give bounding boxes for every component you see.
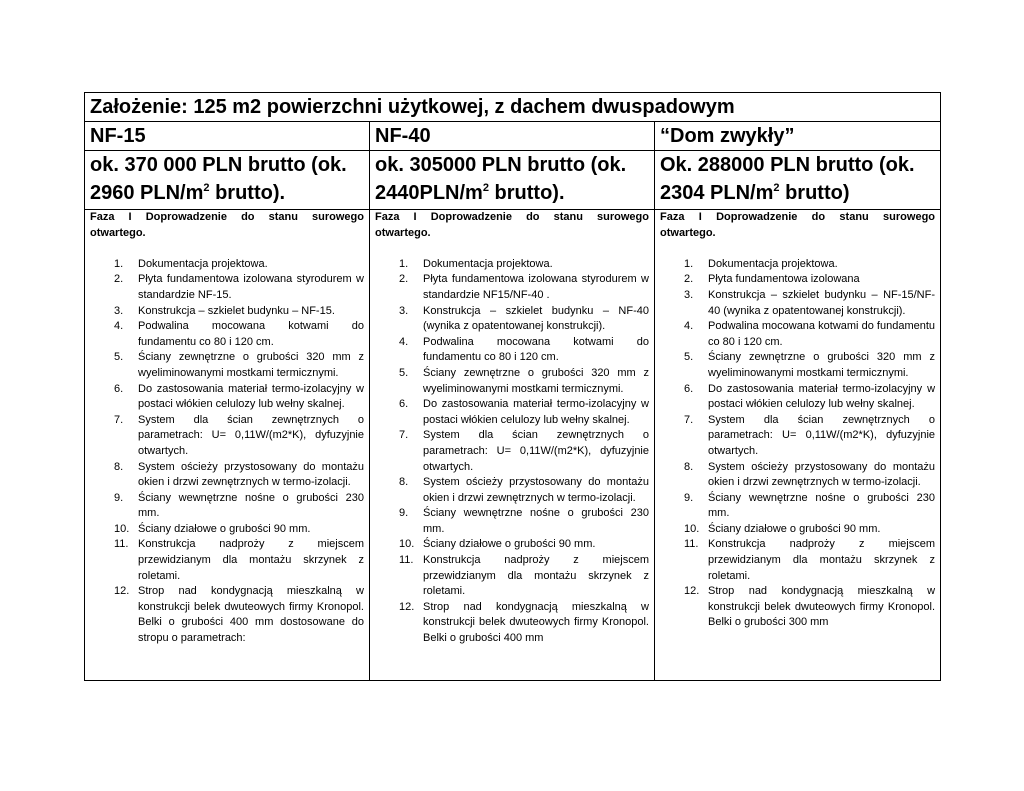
table-title: Założenie: 125 m2 powierzchni użytkowej, z dachem dwuspadowym — [85, 93, 941, 122]
list-item — [90, 584, 364, 646]
list-item-number: 1. — [114, 257, 124, 270]
list-item-text: System ościeży przystosowany do montażu okien i drzwi zewnętrznych w termo-izolacji. — [708, 460, 936, 489]
list-item — [90, 257, 364, 273]
price-row — [85, 151, 941, 210]
items-list — [90, 257, 364, 647]
list-item-number: 2. — [399, 273, 409, 286]
price-nf40 — [370, 151, 655, 210]
list-item — [660, 522, 935, 538]
list-item — [660, 413, 935, 460]
header-row — [85, 122, 941, 151]
list-item — [660, 460, 935, 491]
list-item-text: Podwalina mocowana kotwami do fundamentu co 80 i 120 cm. — [138, 320, 364, 348]
list-item-text: System dla ścian zewnętrznych o parametrach: U= 0,11W/(m2*K), dyfuzyjnie otwartych. — [138, 413, 364, 457]
list-item-text: Płyta fundamentowa izolowana styrodurem w standardzie NF15/NF-40 . — [423, 273, 649, 301]
list-item-text: Dokumentacja projektowa. — [138, 257, 268, 270]
list-item — [90, 522, 364, 538]
list-item-text: Płyta fundamentowa izolowana — [708, 273, 860, 286]
list-item-number: 7. — [114, 413, 124, 426]
price-nf15 — [85, 151, 370, 210]
list-item-text: Ściany wewnętrzne nośne o grubości 230 mm. — [138, 491, 364, 520]
square-superscript: 2 — [773, 182, 780, 194]
list-item-number: 7. — [399, 429, 409, 442]
list-item-text: System dla ścian zewnętrznych o parametrach: U= 0,11W/(m2*K), dyfuzyjnie otwartych. — [708, 413, 936, 457]
list-item-number: 11. — [399, 554, 414, 567]
list-item-text: Ściany zewnętrzne o grubości 320 mm z wyeliminowanymi mostkami termicznymi. — [708, 351, 936, 379]
list-item — [90, 319, 364, 350]
list-item-number: 3. — [399, 304, 409, 317]
price-per-m2: 2440PLN/m — [375, 182, 483, 204]
list-item — [375, 600, 649, 647]
list-item — [660, 537, 935, 584]
list-item-number: 12. — [684, 585, 700, 598]
list-item-number: 3. — [684, 288, 694, 301]
price-dom-zwykly — [655, 151, 941, 210]
list-item-text: Ściany działowe o grubości 90 mm. — [423, 538, 596, 551]
list-item-number: 8. — [114, 460, 124, 473]
list-item-text: Konstrukcja nadproży z miejscem przewidzianym dla montażu skrzynek z roletami. — [138, 538, 364, 582]
list-item-text: System ościeży przystosowany do montażu okien i drzwi zewnętrznych w termo-izolacji. — [138, 460, 364, 489]
list-item-text: Konstrukcja – szkielet budynku – NF-15. — [138, 304, 335, 317]
price-line-1: ok. 370 000 PLN brutto (ok. — [90, 154, 347, 176]
phase-heading: Faza I Doprowadzenie do stanu surowego otwartego. — [660, 211, 936, 239]
items-list — [375, 257, 649, 647]
title-row — [85, 93, 941, 122]
list-item-number: 3. — [114, 304, 124, 317]
list-item-number: 9. — [684, 491, 694, 504]
list-item — [375, 506, 649, 537]
list-item — [660, 319, 935, 350]
price-line-2 — [660, 179, 935, 207]
list-item-number: 6. — [114, 382, 124, 395]
phase-heading: Faza I Doprowadzenie do stanu surowego otwartego. — [375, 211, 649, 239]
list-item — [660, 350, 935, 381]
list-item-number: 12. — [399, 600, 415, 613]
list-item — [375, 272, 649, 303]
list-item-number: 6. — [684, 382, 694, 395]
list-item-text: Płyta fundamentowa izolowana styrodurem w standardzie NF-15. — [138, 273, 364, 301]
list-item — [375, 428, 649, 475]
list-item — [375, 537, 649, 553]
list-item — [375, 257, 649, 273]
list-item-text: Konstrukcja – szkielet budynku – NF-40 (wynika z opatentowanej konstrukcji). — [423, 304, 649, 333]
list-item — [660, 272, 935, 288]
list-item-number: 1. — [399, 257, 409, 270]
list-item-number: 8. — [684, 460, 694, 473]
list-item — [375, 475, 649, 506]
list-item-number: 4. — [114, 320, 124, 333]
list-item — [375, 304, 649, 335]
list-item-text: Ściany działowe o grubości 90 mm. — [138, 522, 311, 535]
list-item — [90, 350, 364, 381]
price-suffix: brutto) — [779, 182, 850, 204]
list-item-text: Ściany zewnętrzne o grubości 320 mm z wyeliminowanymi mostkami termicznymi. — [423, 366, 649, 395]
list-item-number: 10. — [684, 522, 700, 535]
list-item-number: 12. — [114, 585, 130, 598]
price-per-m2: 2304 PLN/m — [660, 182, 774, 204]
list-item-text: System ościeży przystosowany do montażu okien i drzwi zewnętrznych w termo-izolacji. — [423, 476, 649, 504]
list-item-text: Dokumentacja projektowa. — [423, 257, 553, 270]
list-item-number: 9. — [114, 491, 124, 504]
details-nf40 — [370, 210, 655, 681]
list-item-text: Ściany działowe o grubości 90 mm. — [708, 522, 881, 535]
list-item — [660, 288, 935, 319]
list-item — [375, 397, 649, 428]
header-nf40: NF-40 — [370, 122, 655, 151]
list-item-text: Konstrukcja nadproży z miejscem przewidzianym dla montażu skrzynek z roletami. — [423, 554, 649, 598]
list-item — [90, 491, 364, 522]
list-item — [90, 272, 364, 303]
list-item — [375, 335, 649, 366]
header-nf15: NF-15 — [85, 122, 370, 151]
list-item-text: Podwalina mocowana kotwami do fundamentu co 80 i 120 cm. — [708, 320, 936, 348]
price-line-1: ok. 305000 PLN brutto (ok. — [375, 154, 627, 176]
list-item — [90, 304, 364, 320]
list-item — [90, 413, 364, 460]
list-item-number: 4. — [684, 320, 694, 333]
list-item — [660, 382, 935, 413]
list-item — [90, 537, 364, 584]
price-per-m2: 2960 PLN/m — [90, 182, 204, 204]
list-item — [660, 491, 935, 522]
list-item-text: Konstrukcja nadproży z miejscem przewidzianym dla montażu skrzynek z roletami. — [708, 538, 936, 582]
list-item-text: Strop nad kondygnacją mieszkalną w konstrukcji belek dwuteowych firmy Kronopol. Belki o grubości 400 mm — [423, 600, 649, 645]
price-line-2 — [90, 179, 364, 207]
details-row — [85, 210, 941, 681]
details-nf15 — [85, 210, 370, 681]
list-item — [90, 382, 364, 413]
list-item-number: 10. — [399, 538, 415, 551]
list-item-number: 2. — [684, 273, 694, 286]
details-dom-zwykly — [655, 210, 941, 681]
price-line-2 — [375, 179, 649, 207]
list-item-text: Konstrukcja – szkielet budynku – NF-15/NF-40 (wynika z opatentowanej konstrukcji). — [708, 288, 936, 317]
list-item-number: 7. — [684, 413, 694, 426]
price-suffix: brutto). — [488, 182, 565, 204]
header-dom-zwykly: “Dom zwykły” — [655, 122, 941, 151]
square-superscript: 2 — [203, 182, 210, 194]
price-suffix: brutto). — [209, 182, 286, 204]
items-list — [660, 257, 935, 631]
list-item-number: 11. — [114, 538, 129, 551]
price-line-1: Ok. 288000 PLN brutto (ok. — [660, 154, 915, 176]
list-item-number: 5. — [399, 366, 409, 379]
list-item-number: 11. — [684, 538, 699, 551]
list-item-number: 5. — [684, 351, 694, 364]
list-item — [660, 584, 935, 631]
list-item-text: Ściany wewnętrzne nośne o grubości 230 mm. — [708, 491, 936, 520]
list-item — [375, 366, 649, 397]
list-item-number: 4. — [399, 335, 409, 348]
list-item-number: 10. — [114, 522, 130, 535]
list-item — [90, 460, 364, 491]
list-item-text: Dokumentacja projektowa. — [708, 257, 838, 270]
list-item-text: System dla ścian zewnętrznych o parametrach: U= 0,11W/(m2*K), dyfuzyjnie otwartych. — [423, 429, 649, 473]
list-item-number: 9. — [399, 507, 409, 520]
list-item-number: 8. — [399, 476, 409, 489]
list-item — [660, 257, 935, 273]
list-item-number: 1. — [684, 257, 694, 270]
list-item-text: Strop nad kondygnacją mieszkalną w konstrukcji belek dwuteowych firmy Kronopol. Belki o grubości 400 mm dostosowane do stropu o parametrach: — [138, 585, 364, 645]
comparison-table — [84, 92, 941, 681]
list-item-text: Do zastosowania materiał termo-izolacyjny w postaci włókien celulozy lub wełny skalnej. — [423, 398, 649, 426]
phase-heading: Faza I Doprowadzenie do stanu surowego otwartego. — [90, 211, 364, 239]
list-item-text: Do zastosowania materiał termo-izolacyjny w postaci włókien celulozy lub wełny skalnej. — [138, 382, 364, 411]
list-item-text: Ściany zewnętrzne o grubości 320 mm z wyeliminowanymi mostkami termicznymi. — [138, 351, 364, 379]
list-item-text: Do zastosowania materiał termo-izolacyjny w postaci włókien celulozy lub wełny skalnej. — [708, 382, 936, 411]
list-item — [375, 553, 649, 600]
list-item-number: 6. — [399, 398, 409, 411]
square-superscript: 2 — [482, 182, 489, 194]
list-item-text: Strop nad kondygnacją mieszkalną w konstrukcji belek dwuteowych firmy Kronopol. Belki o grubości 300 mm — [708, 585, 936, 629]
list-item-number: 2. — [114, 273, 124, 286]
list-item-text: Podwalina mocowana kotwami do fundamentu co 80 i 120 cm. — [423, 335, 649, 364]
list-item-text: Ściany wewnętrzne nośne o grubości 230 mm. — [423, 507, 649, 535]
list-item-number: 5. — [114, 351, 124, 364]
